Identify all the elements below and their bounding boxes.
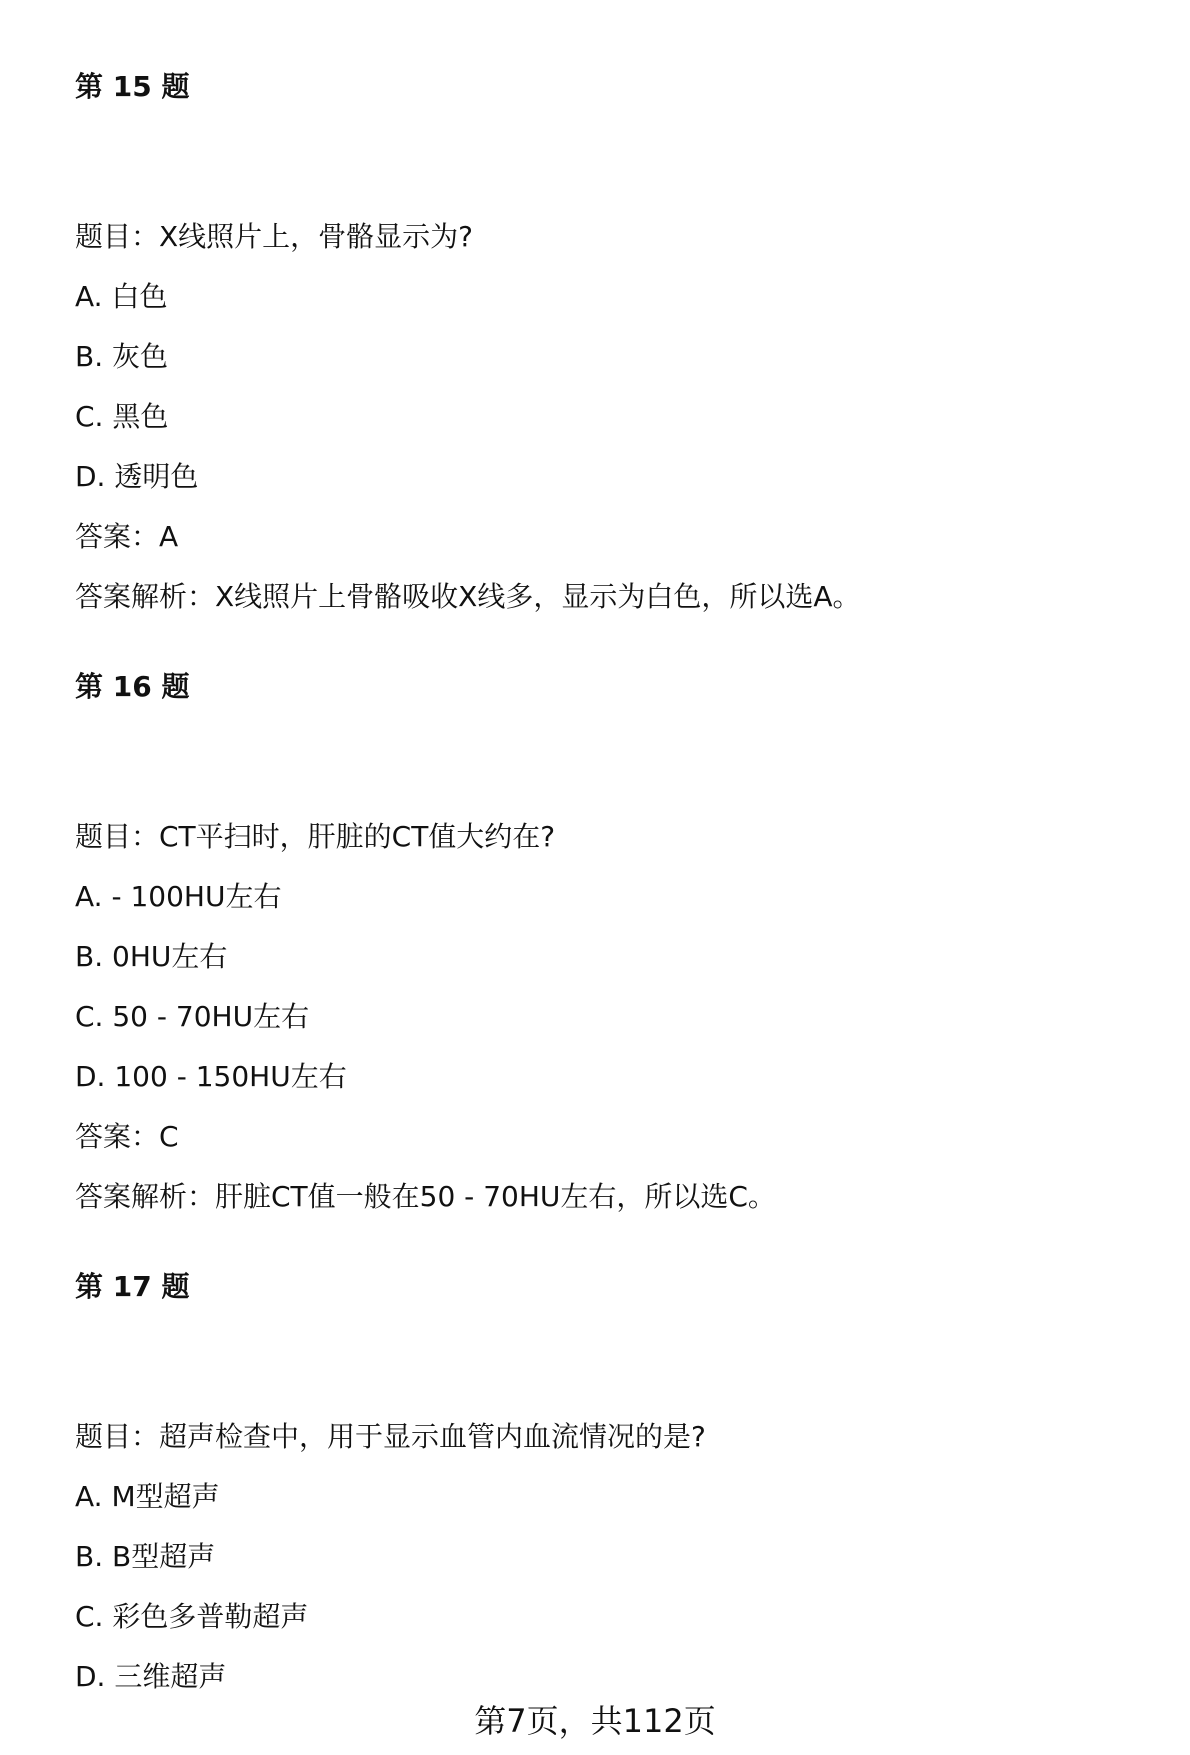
question-prompt: 题目：超声检查中，用于显示血管内血流情况的是? bbox=[75, 1420, 706, 1453]
question-prompt: 题目：X线照片上，骨骼显示为? bbox=[75, 220, 474, 253]
answer: 答案：C bbox=[75, 1120, 179, 1153]
answer: 答案：A bbox=[75, 520, 179, 553]
answer-explanation: 答案解析：肝脏CT值一般在50 - 70HU左右，所以选C。 bbox=[75, 1180, 776, 1213]
option-b: B. 灰色 bbox=[75, 340, 169, 373]
option-d: D. 三维超声 bbox=[75, 1660, 227, 1693]
option-b: B. 0HU左右 bbox=[75, 940, 228, 973]
option-b: B. B型超声 bbox=[75, 1540, 216, 1573]
option-c: C. 彩色多普勒超声 bbox=[75, 1600, 309, 1633]
option-a: A. M型超声 bbox=[75, 1480, 220, 1513]
question-heading: 第 16 题 bbox=[75, 670, 190, 703]
question-heading: 第 17 题 bbox=[75, 1270, 190, 1303]
answer-explanation: 答案解析：X线照片上骨骼吸收X线多，显示为白色，所以选A。 bbox=[75, 580, 861, 613]
option-c: C. 黑色 bbox=[75, 400, 169, 433]
option-a: A. - 100HU左右 bbox=[75, 880, 282, 913]
question-heading: 第 15 题 bbox=[75, 70, 190, 103]
question-prompt: 题目：CT平扫时，肝脏的CT值大约在? bbox=[75, 820, 556, 853]
option-c: C. 50 - 70HU左右 bbox=[75, 1000, 310, 1033]
option-d: D. 透明色 bbox=[75, 460, 199, 493]
option-a: A. 白色 bbox=[75, 280, 168, 313]
page-indicator: 第7页，共112页 bbox=[474, 1702, 716, 1740]
option-d: D. 100 - 150HU左右 bbox=[75, 1060, 347, 1093]
